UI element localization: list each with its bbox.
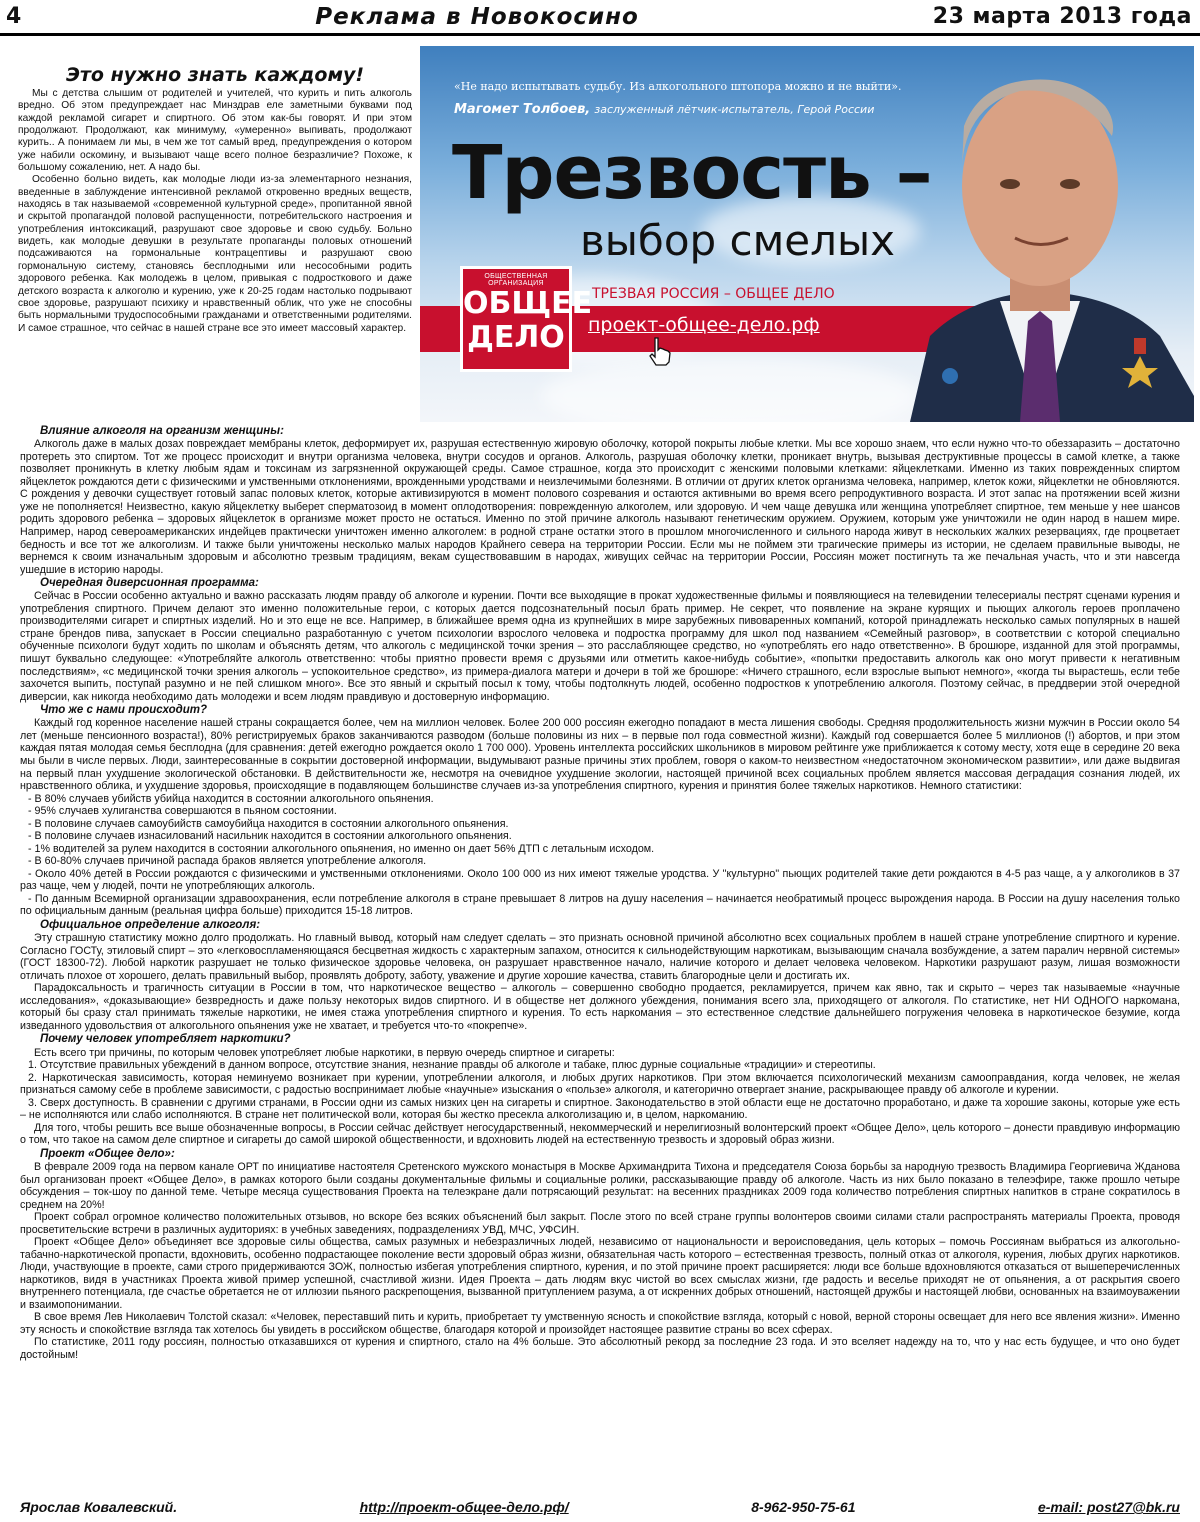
section-heading: Влияние алкоголя на организм женщины: bbox=[40, 425, 284, 437]
author-description: заслуженный лётчик-испытатель, Герой России bbox=[594, 103, 875, 116]
paragraph: Есть всего три причины, по которым человек употребляет любые наркотики, в первую очередь спиртное и сигареты: bbox=[34, 1046, 615, 1059]
portrait-photo bbox=[890, 66, 1194, 422]
paragraph: Эту страшную статистику можно долго продолжать. Но главный вывод, который нам следует сделать – это признать основной причиной абсолютно всех социальных проблем в нашей стране употребление спиртного и курение. Согласно ГОСТу, этиловый спирт – это «легковоспламеняющаяся бесцветная жидкость с характерным запахом, относится к сильнодействующим наркотикам, вызывающим сначала возбуждение, а затем паралич нервной системы» (ГОСТ 18300-72). Любой наркотик разрушает не только физическое здоровье человека, он разрушает нравственное начало, наличие которого и делает человека человеком. Наркотики разрушают разум, лишая возможности отличать плохое от хорошего, делать правильный выбор, проявлять доброту, заботу, уважение и другие хорошие качества, ставить благородные цели и достигать их. bbox=[20, 932, 1180, 982]
section-heading: Очередная диверсионная программа: bbox=[40, 577, 259, 590]
paragraph: Для того, чтобы решить все выше обозначенные вопросы, в России сейчас действует негосударственный, некоммерческий и нерелигиозный волонтерский проект «Общее Дело», цель которого – донести правдивую информацию о том, что такое на самом деле спиртное и сигареты до самой широкой общественности, и вдохновить людей на естественную трезвость и здоровый образ жизни. bbox=[20, 1121, 1180, 1147]
statistics-item: - 1% водителей за рулем находится в состоянии алкогольного опьянения, но именно он дает 56% ДТП с летальным исходом. bbox=[28, 842, 655, 855]
paragraph: Сейчас в России особенно актуально и важно рассказать людям правду об алкоголе и курении. Почти все выходящие в прокат художественные фильмы и появляющиеся на телевидении телесериалы пестрят сценами курения и употребления спиртного. Причем делают это именно положительные герои, с которых дается подсознательный посыл брать пример. Не секрет, что появление на экране курящих и пьющих алкоголь героев проплачено производителями сигарет и спиртных изделий. Но и это еще не все. Например, в ближайшее время одна из крупнейших в мире зарубежных пивоваренных компаний, которой принадлежать несколько самых популярных в нашей стране брендов пива, запускает в России специально разработанную с учетом психологии взрослого человека и подростка программу для школ под названием «Семейный разговор», в соответствии с которой специально обученные психологи будут ходить по школам и объяснять детям, что алкоголь с медицинской точки зрения – это расслабляющее средство, но «употреблять его надо ответственно». В брошюре, изданной для этой программы, пишут буквально следующее: «Употребляйте алкоголь ответственно: чтобы приятно провести время с друзьями или отметить какое-нибудь событие», «попытки предоставить алкоголь как оно могут привести к негативным последствиям», «с медицинской точки зрения алкоголь – успокоительное средство», из примера-диалога матери и дочери в той же брошюре: «Ничего страшного, если взрослые выпьют немного», «когда ты вырастешь, если тебе захочется выпить, поступай разумно и не пей слишком много». Все это явный и скрытый посыл к тому, чтобы подтолкнуть людей, особенно подростков к употреблению алкоголя. Поэтому сейчас, в преддверии этой очередной диверсии, как никогда необходимо дать молодежи и всем людям правдивую и достоверную информацию. bbox=[20, 590, 1180, 703]
paragraph: Проект «Общее Дело» объединяет все здоровые силы общества, самых разумных и небезразличных людей, независимо от национальности и вероисповедания, цель которых – помочь Россиянам выбраться из алкогольно-табачно-наркотической пропасти, вдохновить, особенно подрастающее поколение вести здоровый образ жизни, обязательная часть которого – естественная трезвость, полный отказ от алкоголя, курения, любых других наркотиков. Люди, участвующие в проекте, сами строго придерживаются ЗОЖ, полностью избегая употребления спиртного, курения, и по этой причине проект расширяется: люди все больше вдохновляются отказаться от вышеперечисленных наркотиков, видя в участниках Проекта живой пример успешной, счастливой жизни. Идея Проекта – дать людям вкус чистой во всех смыслах жизни, где радость и веселье приходят не от опьянения, а от раскрытия своего внутреннего потенциала, где счастье обретается не от иллюзии пьяного раскрепощения, вызванной притуплением разума, а от искренних добрых отношений, настоящей дружбы и настоящей любви, основанных на взаимоуважении и взаимопонимании. bbox=[20, 1236, 1180, 1311]
statistics-item: - По данным Всемирной организации здравоохранения, если потребление алкоголя в стране превышает 8 литров на душу населения – начинается необратимый процесс вырождения народа. В России на душу населения только по официальным данным (реальная цифра больше) приходится 15-18 литров. bbox=[20, 892, 1180, 918]
paragraph: В свое время Лев Николаевич Толстой сказал: «Человек, переставший пить и курить, приобретает ту умственную ясность и спокойствие взгляда, который с новой, верной стороны освещает для него все явления жизни». Именно эту ясность и спокойствие взгляда так хотелось бы увидеть в российском обществе, благодаря которой и произойдет настоящее развитие страны во всех сферах. bbox=[20, 1311, 1180, 1336]
email-link[interactable]: e-mail: post27@bk.ru bbox=[1037, 1499, 1180, 1515]
banner-subtitle: выбор смелых bbox=[580, 216, 895, 265]
reason-item: 3. Сверх доступность. В сравнении с другими странами, в России одни из самых низких цен на сигареты и спиртное. Законодательство в этой области еще не достаточно проработано, и даже та хорошие законы, которые уже есть – не исполняются или слабо исполняются. В стране нет политической воли, которая бы жестко пресекла алкоголизацию и, в целом, наркоманию. bbox=[20, 1096, 1180, 1122]
paragraph: В феврале 2009 года на первом канале ОРТ по инициативе настоятеля Сретенского мужского монастыря в Москве Архимандрита Тихона и председателя Союза борьбы за народную трезвость Владимира Георгиевича Жданова был организован проект «Общее Дело», в рамках которого были созданы документальные фильмы и социальные ролики, рассказывающие правду об алкоголе. Часть из них было показано в телеэфире, также прошло четыре обсуждения – ток-шоу по данной теме. Четыре месяца существования Проекта на телеэкране дали потрясающий результат: на весенних праздниках 2009 года количество потребления спиртных напитков в стране сократилось в среднем на 20%! bbox=[20, 1161, 1180, 1211]
banner-url-link[interactable]: проект-общее-дело.рф bbox=[588, 314, 820, 336]
hand-cursor-icon bbox=[646, 336, 674, 366]
paragraph: По статистике, 2011 году россиян, полностью отказавшихся от курения и спиртного, стало на 4% больше. Это абсолютный рекорд за последние 23 года. И это вселяет надежду на то, что у нас есть будущее, и что оно будет достойным! bbox=[20, 1336, 1180, 1361]
intro-paragraph: Особенно больно видеть, как молодые люди из-за элементарного незнания, введенные в заблуждение интенсивной рекламой откровенно вредных веществ, находясь в так называемой «современной культурной среде», пропитанной явной и скрытой пропагандой половой распущенности, потребительского настроения и употребления интоксикаций, разрушают свое здоровье и свою судьбу. Больно видеть, как молодые девушки в результате пропаганды половых отношений подсаживаются на гормональные контрацептивы и разрушают свою гормональную систему, становясь бесплодными или несособными родить здорового ребенка. Как молодежь в целом, привыкая с подросткового и даже детского возраста к алкоголю и курению, уже к 20-25 годам настолько подрывают свое здоровье, разрушают психику и нравственный облик, что уже не способны быть нормальными трудоспособными гражданами и ответственными родителями. И самое страшное, что сейчас в нашей стране все это имеет массовый характер. bbox=[18, 174, 412, 334]
issue-date: 23 марта 2013 года bbox=[932, 4, 1192, 29]
banner-author bbox=[454, 102, 874, 117]
obshchee-delo-logo bbox=[460, 266, 593, 372]
page-header bbox=[0, 0, 1200, 36]
page-number: 4 bbox=[6, 4, 22, 29]
newspaper-name: Реклама в Новокосино bbox=[315, 3, 639, 30]
section-heading: Почему человек употребляет наркотики? bbox=[40, 1033, 291, 1046]
intro-paragraph: Мы с детства слышим от родителей и учителей, что курить и пить алкоголь вредно. Об этом предупреждает нас Минздрав еле заметными буквами под каждой рекламой сигарет и спиртного. Об этом как-бы говорят. И при этом продолжают. Продолжают, как минимуму, «умеренно» выпивать, продолжают курить.. А понимаем ли мы, в чем же тот самый вред, предупреждения о котором уже набили оскомину, и вызывают чаще всего полное безразличие? Похоже, к большому сожалению, нет. А надо бы. bbox=[18, 88, 412, 174]
statistics-item: - 95% случаев хулиганства совершаются в пьяном состоянии. bbox=[28, 805, 337, 818]
author-signature: Ярослав Ковалевский. bbox=[20, 1499, 178, 1515]
paragraph: Алкоголь даже в малых дозах повреждает мембраны клеток, деформирует их, разрушая естественную жировую оболочку, которой покрыты любые клетки. Мы все хорошо знаем, что если нужно что-то обеззаразить – достаточно протереть это спиртом. Тот же процесс происходит и внутри организма человека, внутри сосудов и органов. Алкоголь, разрушая оболочку клетки, проникает внутрь, вызывая деструктивные процессы в самой клетке, а также позволяет проникнуть в клетку любым ядам и токсинам из загрязненной окружающей среды. Самое страшное, когда это происходит с женскими половыми клетками: яйцеклетками. Именно из таких поврежденных спиртом яйцеклеток рождаются дети с физическими и умственными отклонениями, врожденными уродствами и неизлечимыми болезнями. В отличии от других клеток организма человека, например, клеток кожи, яйцеклетки не обновляются. С рождения у девочки существует готовый запас половых клеток, которые активизируются в момент полового созревания и остаются активными во время всего репродуктивного возраста. И этот запас на протяжении всей жизни уже не пополняется! Неизвестно, какую яйцеклетку выберет сперматозоид в момент оплодотворения: поврежденную алкоголем, или здоровую. И чем чаще девушка или женщина употребляет спиртное, тем меньше у нее шансов родить здорового ребенка – здоровых яйцеклеток в организме может просто не остаться. Именно по этой причине алкоголь называют генетическим оружием. Оружием, которым уже уничтожили не один народ в нашем мире. Например, народ североамериканских индейцев практически уничтожен именно алкоголем: в родной стране остатки этого в прошлом многочисленного и сильного народа живут в нескольких жалких резервациях, где процветает бедность и все тот же алкоголизм. И также были уничтожены несколько малых народов Крайнего севера на территории России. Если мы не поймем эти трагические примеры из истории, не сделаем правильные выводы, не вернемся к своим изначальным здоровым и абсолютно трезвым традициям, векам существовавшим в народах, живущих сейчас на территории России, Россиян может постигнуть та же печальная участь, что и эти навсегда ушедшие в историю народы. bbox=[20, 438, 1180, 576]
statistics-item: - В 80% случаев убийств убийца находится в состоянии алкогольного опьянения. bbox=[28, 792, 434, 805]
article-title: Это нужно знать каждому! bbox=[65, 64, 365, 86]
banner-quote: «Не надо испытывать судьбу. Из алкогольного штопора можно и не выйти». bbox=[454, 80, 902, 93]
statistics-item: - В 60-80% случаев причиной распада браков является употребление алкоголя. bbox=[28, 855, 427, 868]
statistics-item: - Около 40% детей в России рождаются с физическими и умственными отклонениями. Около 100 000 из них имеют тяжелые уродства. У "культурно" пьющих родителей такие дети рождаются в 4-5 раз чаще, а у алкоголиков в 37 раз чаще, чем у людей, почти не употребляющих алкоголь. bbox=[20, 867, 1180, 893]
logo-line-1: ОБЩЕЕ bbox=[463, 286, 593, 321]
logo-line-2: ДЕЛО bbox=[467, 320, 565, 355]
banner-slogan: ТРЕЗВАЯ РОССИЯ – ОБЩЕЕ ДЕЛО bbox=[592, 286, 835, 302]
banner-title: Трезвость – bbox=[452, 130, 932, 216]
reason-item: 2. Наркотическая зависимость, которая неминуемо возникает при курении, употреблении алкоголя, и любых других наркотиков. При этом включается психологический механизм самооправдания, когда человек, не желая признаться самому себе в проблеме зависимости, с радостью воспринимает любые «научные» изыскания о «пользе» алкоголя, и категорично отвергает знание, раскрывающее правду об алкоголе и курении. bbox=[20, 1071, 1180, 1097]
logo-caption: ОБЩЕСТВЕННАЯ ОРГАНИЗАЦИЯ bbox=[484, 273, 548, 287]
section-heading: Что же с нами происходит? bbox=[40, 704, 208, 717]
section-heading: Официальное определение алкоголя: bbox=[40, 918, 261, 931]
reason-item: 1. Отсутствие правильных убеждений в данном вопросе, отсутствие знания, незнание правды об алкоголе и табаке, плюс дурные социальные «традиции» и стереотипы. bbox=[28, 1059, 876, 1072]
paragraph: Каждый год коренное население нашей страны сокращается более, чем на миллион человек. Более 200 000 россиян ежегодно попадают в места лишения свободы. Средняя продолжительность жизни мужчин в России около 54 лет (меньше пенсионного возраста!), 80% регистрируемых браков заканчиваются разводом (больше половины из них – в первые пол года совместной жизни). Каждый год совершается более 5 миллионов (!) абортов, и при этом каждая пятая молодая семья бесплодна (для сравнения: детей ежегодно рождается около 1 700 000). Уровень интеллекта российских школьников в мировом рейтинге уже приближается к сотому месту, хотя еще в середине 20 века мы были в числе первых. Люди, заинтересованные в сокрытии достоверной информации, выдумывают разные причины этих проблем, говоря о каком-то неизвестном «недостаточном экономическом развитии», или даже выдвигая на первый план ухудшение экологической обстановки. В действительности же, несмотря на очевидное ухудшение экологии, настоящей причиной всех социальных проблем является массовая деградация сознания людей, их нравственного облика, и ухудшение здоровья, происходящие в подавляющем большинстве случаев из-за употребления спиртного, курения и принятия более тяжелых наркотиков. Немного статистики: bbox=[20, 717, 1180, 793]
statistics-item: - В половине случаев изнасилований насильник находится в состоянии алкогольного опьянения. bbox=[28, 830, 512, 843]
article-intro-column bbox=[18, 64, 412, 426]
section-heading: Проект «Общее дело»: bbox=[40, 1147, 175, 1160]
article-footer bbox=[20, 1497, 1180, 1517]
statistics-item: - В половине случаев самоубийств самоубийца находится в состоянии алкогольного опьянения. bbox=[28, 817, 509, 830]
advert-banner bbox=[420, 46, 1194, 422]
author-name: Магомет Толбоев, bbox=[454, 102, 591, 117]
website-link[interactable]: http://проект-общее-дело.рф/ bbox=[359, 1499, 569, 1515]
paragraph: Проект собрал огромное количество положительных отзывов, но вскоре без всяких объяснений был закрыт. После этого по всей стране группы волонтеров своими силами стали распространять материалы Проекта, проводя просветительские встречи в различных аудиториях: в учебных заведениях, подразделениях УВД, МЧС, УФСИН. bbox=[20, 1211, 1180, 1236]
paragraph: Парадоксальность и трагичность ситуации в России в том, что наркотическое вещество – алкоголь – совершенно свободно продается, рекламируется, причем как явно, так и скрыто – через так называемые «научные исследования», «доказывающие» безвредность и даже пользу некоторых видов спиртного. И в обществе нет должного убеждения, понимания всего зла, приходящего от алкоголя. По статистике, нет НИ ОДНОГО наркомана, который бы сразу стал принимать тяжелые наркотики, не имея стажа употребления спиртного и курения. То есть наркомания – это естественное следствие дальнейшего погружения человека в наркотическое безумие, когда изведанного удовольствия от алкогольного опьянения уже не хватает, и требуется что-то «покрепче». bbox=[20, 982, 1180, 1032]
phone-number: 8-962-950-75-61 bbox=[751, 1499, 856, 1515]
article-body bbox=[20, 424, 1180, 1496]
